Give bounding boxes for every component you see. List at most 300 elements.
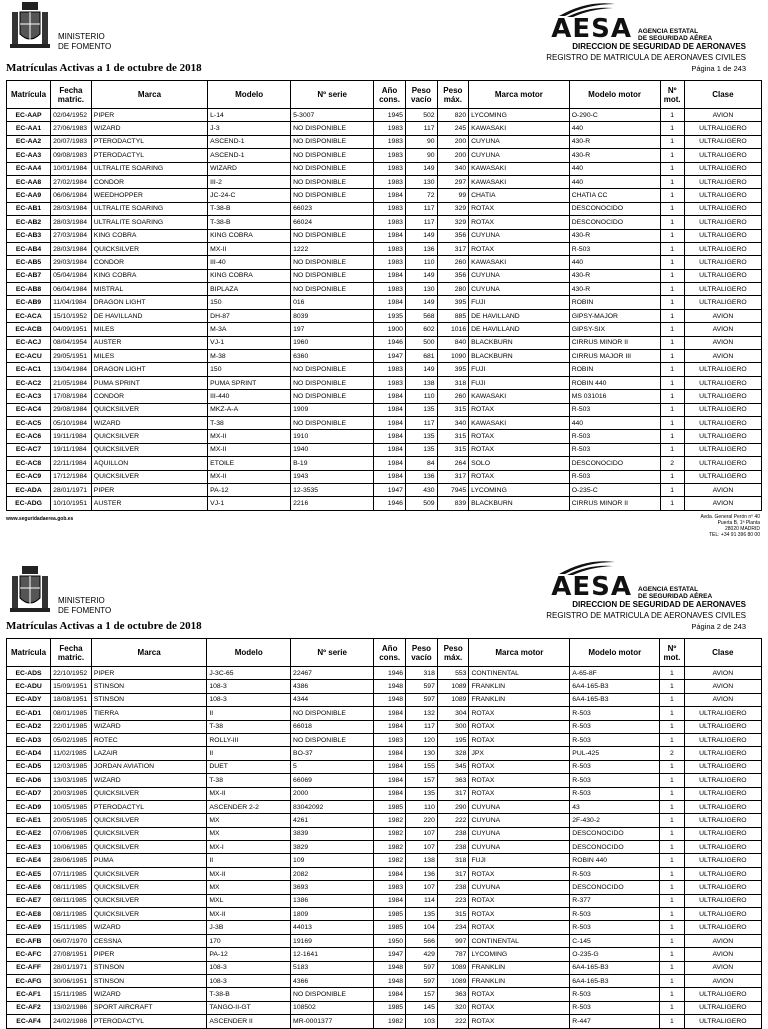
cell-engine-count: 1	[660, 430, 684, 443]
cell-engine-make: CUYUNA	[469, 269, 570, 282]
table-row	[7, 175, 762, 188]
column-header-make: Marca	[91, 81, 207, 109]
cell-reg-date: 05/10/1984	[51, 416, 92, 429]
cell-registration: EC-ADG	[7, 497, 51, 510]
cell-engine-make: KAWASAKI	[469, 122, 570, 135]
cell-serial-number: 4261	[291, 814, 374, 827]
cell-engine-count: 1	[660, 841, 684, 854]
cell-serial-number: NO DISPONIBLE	[291, 162, 374, 175]
cell-engine-count: 1	[660, 827, 684, 840]
cell-model: MXL	[207, 894, 291, 907]
cell-aircraft-class: ULTRALIGERO	[684, 256, 761, 269]
cell-engine-model: C-145	[570, 934, 660, 947]
cell-year-built: 1984	[374, 787, 406, 800]
cell-serial-number: 12-3535	[291, 483, 374, 496]
table-row	[7, 135, 762, 148]
cell-empty-weight: 681	[405, 350, 437, 363]
cell-year-built: 1945	[374, 109, 406, 122]
cell-model: MX	[207, 881, 291, 894]
ministry-line-2: DE FOMENTO	[58, 42, 112, 51]
cell-make: DRAGON LIGHT	[91, 296, 207, 309]
cell-year-built: 1984	[374, 416, 406, 429]
cell-serial-number: 1809	[291, 908, 374, 921]
cell-engine-make: KAWASAKI	[469, 175, 570, 188]
column-header-empty-weight: Peso vacío	[405, 81, 437, 109]
department-name: DIRECCION DE SEGURIDAD DE AERONAVES	[572, 42, 746, 51]
table-row	[7, 336, 762, 349]
cell-registration: EC-ADS	[7, 667, 51, 680]
cell-model: WIZARD	[208, 162, 291, 175]
cell-engine-model: 430-R	[569, 149, 660, 162]
column-header-serial-number: Nº serie	[291, 639, 374, 667]
cell-registration: EC-AB1	[7, 202, 51, 215]
cell-year-built: 1984	[374, 443, 406, 456]
cell-aircraft-class: ULTRALIGERO	[684, 122, 761, 135]
table-row	[7, 283, 762, 296]
cell-engine-count: 1	[660, 283, 684, 296]
cell-reg-date: 11/02/1985	[51, 747, 92, 760]
cell-reg-date: 07/06/1985	[51, 827, 92, 840]
cell-engine-count: 1	[660, 470, 684, 483]
cell-model: MX-II	[207, 908, 291, 921]
cell-max-weight: 320	[437, 1001, 469, 1014]
cell-empty-weight: 500	[405, 336, 437, 349]
cell-model: ETOILE	[208, 457, 291, 470]
registry-name: REGISTRO DE MATRICULA DE AERONAVES CIVILES	[546, 611, 746, 620]
cell-make: DRAGON LIGHT	[91, 363, 207, 376]
agency-name-line-1: AGENCIA ESTATAL	[638, 586, 699, 593]
cell-engine-count: 1	[660, 202, 684, 215]
cell-engine-make: LYCOMING	[469, 109, 570, 122]
cell-engine-make: ROTAX	[469, 720, 570, 733]
cell-max-weight: 315	[437, 443, 469, 456]
cell-engine-count: 1	[660, 693, 684, 706]
cell-max-weight: 260	[437, 256, 469, 269]
cell-registration: EC-ACU	[7, 350, 51, 363]
cell-empty-weight: 135	[406, 908, 438, 921]
cell-make: CONDOR	[91, 175, 207, 188]
cell-reg-date: 27/02/1984	[51, 175, 92, 188]
cell-registration: EC-AB3	[7, 229, 51, 242]
cell-year-built: 1984	[374, 747, 406, 760]
column-header-aircraft-class: Clase	[684, 639, 761, 667]
cell-engine-count: 1	[660, 800, 684, 813]
cell-empty-weight: 107	[406, 827, 438, 840]
footer-address-line: Puerta B, 1ª Planta	[717, 520, 760, 526]
cell-aircraft-class: AVION	[684, 483, 761, 496]
cell-serial-number: NO DISPONIBLE	[291, 363, 374, 376]
cell-engine-count: 1	[660, 733, 684, 746]
cell-engine-make: CUYUNA	[469, 149, 570, 162]
cell-model: J-3C-65	[207, 667, 291, 680]
cell-aircraft-class: ULTRALIGERO	[684, 296, 761, 309]
cell-aircraft-class: ULTRALIGERO	[684, 149, 761, 162]
cell-registration: EC-AFC	[7, 948, 51, 961]
cell-serial-number: 3839	[291, 827, 374, 840]
cell-reg-date: 20/03/1985	[51, 787, 92, 800]
cell-empty-weight: 90	[405, 149, 437, 162]
cell-aircraft-class: AVION	[684, 680, 761, 693]
cell-model: ROLLY-III	[207, 733, 291, 746]
cell-registration: EC-AB4	[7, 242, 51, 255]
column-header-engine-model: Modelo motor	[569, 81, 660, 109]
cell-engine-count: 1	[660, 135, 684, 148]
table-row	[7, 787, 762, 800]
cell-aircraft-class: ULTRALIGERO	[684, 457, 761, 470]
cell-engine-count: 1	[660, 323, 684, 336]
cell-engine-make: ROTAX	[469, 867, 570, 880]
cell-aircraft-class: AVION	[684, 323, 761, 336]
cell-empty-weight: 135	[405, 430, 437, 443]
cell-engine-model: R-503	[570, 988, 660, 1001]
cell-aircraft-class: AVION	[684, 497, 761, 510]
cell-empty-weight: 155	[406, 760, 438, 773]
cell-reg-date: 05/04/1984	[51, 269, 92, 282]
cell-reg-date: 02/04/1952	[51, 109, 92, 122]
table-row	[7, 483, 762, 496]
cell-engine-make: ROTAX	[469, 430, 570, 443]
cell-aircraft-class: ULTRALIGERO	[684, 403, 761, 416]
cell-empty-weight: 103	[406, 1015, 438, 1028]
cell-model: VJ-1	[208, 497, 291, 510]
cell-engine-count: 1	[660, 497, 684, 510]
cell-engine-model: R-503	[569, 430, 660, 443]
table-row	[7, 403, 762, 416]
table-row	[7, 854, 762, 867]
cell-empty-weight: 120	[406, 733, 438, 746]
cell-engine-make: CUYUNA	[469, 881, 570, 894]
cell-reg-date: 29/05/1951	[51, 350, 92, 363]
cell-make: QUICKSILVER	[91, 470, 207, 483]
cell-engine-make: CUYUNA	[469, 827, 570, 840]
cell-empty-weight: 114	[406, 894, 438, 907]
table-row	[7, 309, 762, 322]
cell-make: JORDAN AVIATION	[91, 760, 207, 773]
cell-year-built: 1983	[374, 256, 406, 269]
cell-max-weight: 222	[437, 814, 469, 827]
cell-model: T-38-B	[208, 216, 291, 229]
cell-model: J-3B	[207, 921, 291, 934]
cell-registration: EC-ADY	[7, 693, 51, 706]
table-row	[7, 720, 762, 733]
cell-engine-make: ROTAX	[469, 774, 570, 787]
cell-registration: EC-AC6	[7, 430, 51, 443]
cell-engine-make: ROTAX	[469, 921, 570, 934]
cell-make: WIZARD	[91, 921, 207, 934]
cell-registration: EC-AD7	[7, 787, 51, 800]
cell-reg-date: 06/07/1970	[51, 934, 92, 947]
cell-engine-count: 1	[660, 216, 684, 229]
cell-make: ULTRALITE SOARING	[91, 162, 207, 175]
table-row	[7, 363, 762, 376]
cell-engine-count: 1	[660, 256, 684, 269]
cell-empty-weight: 110	[406, 800, 438, 813]
cell-make: STINSON	[91, 693, 207, 706]
cell-engine-model: 6A4-165-B3	[570, 680, 660, 693]
cell-year-built: 1982	[374, 854, 406, 867]
cell-empty-weight: 136	[405, 242, 437, 255]
cell-aircraft-class: ULTRALIGERO	[684, 988, 761, 1001]
cell-reg-date: 13/04/1984	[51, 363, 92, 376]
cell-engine-make: SOLO	[469, 457, 570, 470]
cell-engine-count: 1	[660, 175, 684, 188]
cell-max-weight: 885	[437, 309, 469, 322]
cell-make: PTERODACTYL	[91, 800, 207, 813]
column-header-engine-count: Nº mot.	[660, 81, 684, 109]
cell-year-built: 1984	[374, 403, 406, 416]
cell-make: QUICKSILVER	[91, 443, 207, 456]
ministry-header	[8, 564, 208, 620]
cell-model: T-38	[208, 416, 291, 429]
cell-engine-model: R-503	[570, 921, 660, 934]
cell-max-weight: 260	[437, 390, 469, 403]
cell-max-weight: 363	[437, 988, 469, 1001]
aesa-logo: AESA	[551, 14, 632, 44]
cell-aircraft-class: ULTRALIGERO	[684, 202, 761, 215]
ministry-line-1: MINISTERIO	[58, 596, 105, 605]
cell-aircraft-class: ULTRALIGERO	[684, 867, 761, 880]
cell-make: QUICKSILVER	[91, 881, 207, 894]
cell-model: MX	[207, 814, 291, 827]
cell-year-built: 1984	[374, 988, 406, 1001]
cell-engine-count: 1	[660, 894, 684, 907]
cell-reg-date: 10/01/1984	[51, 162, 92, 175]
cell-model: KING COBRA	[208, 229, 291, 242]
document-page-2	[0, 558, 768, 1024]
department-name: DIRECCION DE SEGURIDAD DE AERONAVES	[572, 600, 746, 609]
cell-engine-make: ROTAX	[469, 242, 570, 255]
cell-registration: EC-AA2	[7, 135, 51, 148]
cell-max-weight: 329	[437, 202, 469, 215]
column-header-registration: Matrícula	[7, 639, 51, 667]
cell-aircraft-class: ULTRALIGERO	[684, 921, 761, 934]
cell-serial-number: 1940	[291, 443, 374, 456]
cell-model: TANGO-II-GT	[207, 1001, 291, 1014]
cell-max-weight: 356	[437, 229, 469, 242]
cell-reg-date: 09/08/1983	[51, 149, 92, 162]
cell-registration: EC-AE9	[7, 921, 51, 934]
cell-year-built: 1983	[374, 283, 406, 296]
cell-empty-weight: 157	[406, 988, 438, 1001]
cell-make: KING COBRA	[91, 229, 207, 242]
cell-make: PUMA SPRINT	[91, 376, 207, 389]
cell-engine-model: 440	[569, 175, 660, 188]
table-row	[7, 934, 762, 947]
cell-aircraft-class: ULTRALIGERO	[684, 430, 761, 443]
table-row	[7, 760, 762, 773]
cell-engine-model: R-503	[569, 403, 660, 416]
cell-make: WIZARD	[91, 720, 207, 733]
cell-engine-make: ROTAX	[469, 470, 570, 483]
cell-engine-count: 1	[660, 269, 684, 282]
cell-make: MILES	[91, 350, 207, 363]
cell-max-weight: 356	[437, 269, 469, 282]
cell-engine-model: GIPSY-SIX	[569, 323, 660, 336]
cell-registration: EC-AFG	[7, 974, 51, 987]
cell-engine-model: 43	[570, 800, 660, 813]
cell-reg-date: 18/08/1951	[51, 693, 92, 706]
cell-reg-date: 22/11/1984	[51, 457, 92, 470]
cell-registration: EC-AA4	[7, 162, 51, 175]
cell-max-weight: 317	[437, 470, 469, 483]
cell-model: 150	[208, 296, 291, 309]
cell-empty-weight: 72	[405, 189, 437, 202]
cell-reg-date: 10/10/1951	[51, 497, 92, 510]
cell-year-built: 1983	[374, 242, 406, 255]
cell-engine-model: R-503	[570, 908, 660, 921]
cell-reg-date: 27/08/1951	[51, 948, 92, 961]
cell-serial-number: 83042092	[291, 800, 374, 813]
table-row	[7, 350, 762, 363]
cell-serial-number: NO DISPONIBLE	[291, 707, 374, 720]
cell-engine-count: 1	[660, 867, 684, 880]
cell-engine-model: R-503	[570, 707, 660, 720]
cell-make: MISTRAL	[91, 283, 207, 296]
table-row	[7, 443, 762, 456]
cell-serial-number: 2216	[291, 497, 374, 510]
cell-registration: EC-AD9	[7, 800, 51, 813]
cell-engine-count: 2	[660, 457, 684, 470]
cell-engine-model: R-503	[570, 1001, 660, 1014]
cell-reg-date: 07/11/1985	[51, 867, 92, 880]
cell-engine-count: 1	[660, 908, 684, 921]
cell-max-weight: 395	[437, 363, 469, 376]
cell-serial-number: 2082	[291, 867, 374, 880]
cell-registration: EC-AD2	[7, 720, 51, 733]
cell-empty-weight: 110	[405, 256, 437, 269]
cell-aircraft-class: ULTRALIGERO	[684, 363, 761, 376]
cell-registration: EC-AD6	[7, 774, 51, 787]
cell-engine-make: CHATIA	[469, 189, 570, 202]
cell-model: BIPLAZA	[208, 283, 291, 296]
cell-engine-model: A-65-8F	[570, 667, 660, 680]
cell-serial-number: NO DISPONIBLE	[291, 175, 374, 188]
cell-empty-weight: 220	[406, 814, 438, 827]
column-header-serial-number: Nº serie	[291, 81, 374, 109]
table-row	[7, 202, 762, 215]
cell-max-weight: 395	[437, 296, 469, 309]
table-row	[7, 707, 762, 720]
cell-aircraft-class: ULTRALIGERO	[684, 854, 761, 867]
cell-max-weight: 238	[437, 841, 469, 854]
cell-engine-make: ROTAX	[469, 1015, 570, 1028]
column-header-model: Modelo	[207, 639, 291, 667]
cell-aircraft-class: AVION	[684, 350, 761, 363]
table-row	[7, 122, 762, 135]
cell-serial-number: 66069	[291, 774, 374, 787]
footer-address	[700, 514, 760, 538]
cell-year-built: 1983	[374, 149, 406, 162]
cell-model: VJ-1	[208, 336, 291, 349]
cell-aircraft-class: ULTRALIGERO	[684, 827, 761, 840]
cell-empty-weight: 104	[406, 921, 438, 934]
cell-registration: EC-AF2	[7, 1001, 51, 1014]
cell-engine-count: 1	[660, 483, 684, 496]
cell-year-built: 1950	[374, 934, 406, 947]
cell-engine-count: 1	[660, 416, 684, 429]
cell-model: J-3	[208, 122, 291, 135]
cell-year-built: 1984	[374, 720, 406, 733]
document-title: Matrículas Activas a 1 de octubre de 2018	[6, 620, 202, 632]
cell-engine-make: ROTAX	[469, 1001, 570, 1014]
agency-name-line-2: DE SEGURIDAD AÉREA	[638, 593, 713, 600]
cell-engine-count: 1	[660, 390, 684, 403]
cell-make: ULTRALITE SOARING	[91, 216, 207, 229]
cell-engine-make: KAWASAKI	[469, 390, 570, 403]
column-header-reg-date: Fecha matric.	[51, 81, 92, 109]
cell-empty-weight: 145	[406, 1001, 438, 1014]
cell-aircraft-class: ULTRALIGERO	[684, 390, 761, 403]
cell-year-built: 1985	[374, 921, 406, 934]
cell-registration: EC-ACA	[7, 309, 51, 322]
cell-engine-make: FUJI	[469, 854, 570, 867]
cell-engine-make: CONTINENTAL	[469, 934, 570, 947]
agency-name	[638, 28, 712, 42]
cell-engine-model: 430-R	[569, 229, 660, 242]
cell-empty-weight: 597	[406, 693, 438, 706]
registry-table	[6, 638, 762, 1029]
cell-registration: EC-AC9	[7, 470, 51, 483]
cell-aircraft-class: ULTRALIGERO	[684, 216, 761, 229]
cell-max-weight: 820	[437, 109, 469, 122]
cell-registration: EC-AE3	[7, 841, 51, 854]
cell-serial-number: 1386	[291, 894, 374, 907]
cell-empty-weight: 502	[405, 109, 437, 122]
cell-aircraft-class: ULTRALIGERO	[684, 376, 761, 389]
cell-engine-make: KAWASAKI	[469, 416, 570, 429]
cell-empty-weight: 566	[406, 934, 438, 947]
cell-engine-make: KAWASAKI	[469, 162, 570, 175]
cell-empty-weight: 597	[406, 680, 438, 693]
cell-empty-weight: 602	[405, 323, 437, 336]
cell-max-weight: 318	[437, 376, 469, 389]
cell-engine-make: LYCOMING	[469, 948, 570, 961]
cell-engine-model: 440	[569, 416, 660, 429]
cell-empty-weight: 117	[405, 202, 437, 215]
cell-model: MX-II	[208, 430, 291, 443]
cell-serial-number: 3693	[291, 881, 374, 894]
cell-make: ROTEC	[91, 733, 207, 746]
cell-model: ASCEND-1	[208, 149, 291, 162]
cell-reg-date: 28/03/1984	[51, 202, 92, 215]
cell-empty-weight: 130	[405, 175, 437, 188]
cell-year-built: 1947	[374, 483, 406, 496]
column-header-model: Modelo	[208, 81, 291, 109]
cell-reg-date: 17/12/1984	[51, 470, 92, 483]
cell-empty-weight: 107	[406, 881, 438, 894]
cell-engine-model: R-503	[569, 242, 660, 255]
cell-registration: EC-ADU	[7, 680, 51, 693]
cell-serial-number: NO DISPONIBLE	[291, 376, 374, 389]
cell-registration: EC-AE4	[7, 854, 51, 867]
cell-reg-date: 10/06/1985	[51, 841, 92, 854]
cell-empty-weight: 149	[405, 296, 437, 309]
spain-coat-of-arms-icon	[8, 0, 52, 56]
cell-max-weight: 345	[437, 760, 469, 773]
table-row	[7, 908, 762, 921]
cell-max-weight: 317	[437, 242, 469, 255]
table-row	[7, 680, 762, 693]
cell-registration: EC-AD3	[7, 733, 51, 746]
table-row	[7, 747, 762, 760]
cell-engine-count: 1	[660, 122, 684, 135]
table-row	[7, 323, 762, 336]
cell-max-weight: 1016	[437, 323, 469, 336]
cell-make: QUICKSILVER	[91, 430, 207, 443]
agency-header	[542, 558, 752, 638]
spain-coat-of-arms-icon	[8, 564, 52, 620]
column-header-registration: Matrícula	[7, 81, 51, 109]
